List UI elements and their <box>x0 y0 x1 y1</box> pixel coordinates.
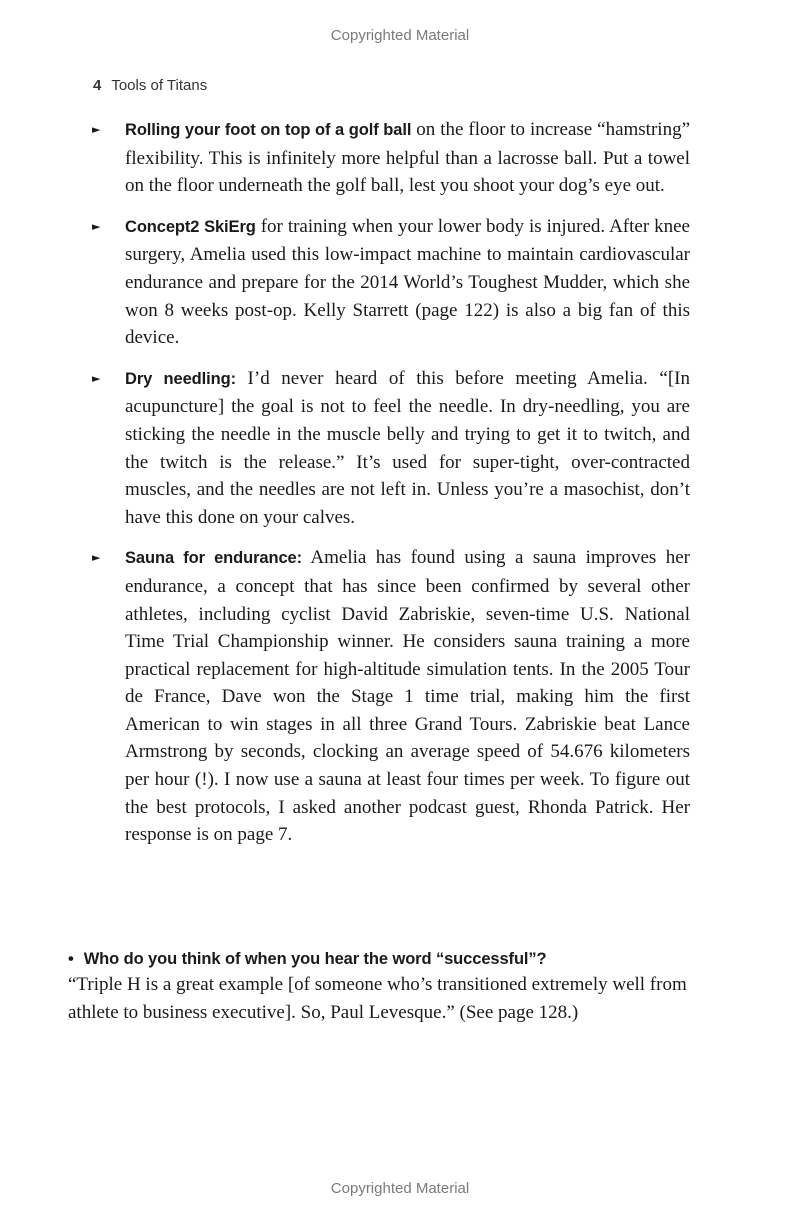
bullet-text: on the floor to increase “hamstring” flexibility. This is infinitely more helpful than a lacrosse ball. Put a towel on the floor underneath the golf ball, lest you shoot your dog’s eye out. <box>125 119 691 197</box>
question-bullet-icon: • <box>68 950 74 968</box>
copyright-watermark-top: Copyrighted Material <box>330 27 470 44</box>
book-title: Tools of Titans <box>111 77 208 94</box>
bullet-lead: Concept2 SkiErg <box>125 217 256 236</box>
arrow-bullet-icon: ► <box>92 371 101 385</box>
bullet-item-dry-needling <box>90 365 690 532</box>
bullet-text: I’d never heard of this before meeting Amelia. “[In acupuncture] the goal is not to feel the needle. In dry-needling, you are sticking the needle in the muscle belly and trying to get it to twitch, and the twitch is the release.” It’s used for super-tight, over-contracted muscles, and the needles are not left in. Unless you’re a masochist, don’t have this done on your calves. <box>125 367 690 528</box>
answer-text: “Triple H is a great example [of someone who’s transitioned extremely well from athlete to business executive]. So, Paul Levesque.” (See page 128.) <box>68 974 687 1023</box>
arrow-bullet-icon: ► <box>92 123 101 136</box>
bullet-lead: Dry needling: <box>125 369 236 388</box>
bullet-lead: Rolling your foot on top of a golf ball <box>125 121 412 139</box>
bullet-text: for training when your lower body is injured. After knee surgery, Amelia used this low-impact machine to maintain cardiovascular endurance and prepare for the 2014 World’s Toughest Mudder, which she won 8 weeks post-op. Kelly Starrett (page 122) is also a big fan of this device. <box>125 215 690 349</box>
page-number: 4 <box>93 77 102 94</box>
question-heading <box>68 950 718 969</box>
arrow-bullet-icon: ► <box>92 219 101 233</box>
running-header <box>93 77 207 94</box>
bullet-item-golf-ball <box>90 116 690 200</box>
question-text: Who do you think of when you hear the word “successful”? <box>83 950 547 968</box>
copyright-watermark-bottom: Copyrighted Material <box>330 1180 470 1197</box>
bullet-text: Amelia has found using a sauna improves her endurance, a concept that has since been confirmed by several other athletes, including cyclist David Zabriskie, seven-time U.S. National Time Trial Championship winner. He considers sauna training a more practical replacement for high-altitude simulation tents. In the 2005 Tour de France, Dave won the Stage 1 time trial, making him the first American to win stages in all three Grand Tours. Zabriskie beat Lance Armstrong by seconds, clocking an average speed of 54.676 kilometers per hour (!). I now use a sauna at least four times per week. To figure out the best protocols, I asked another podcast guest, Rhonda Patrick. Her response is on page 7. <box>125 547 690 846</box>
question-answer-block <box>68 950 718 1026</box>
bullet-list <box>90 116 690 862</box>
bullet-lead: Sauna for endurance: <box>125 549 303 568</box>
arrow-bullet-icon: ► <box>92 551 101 565</box>
bullet-item-skierg <box>90 213 690 352</box>
bullet-item-sauna <box>90 544 690 849</box>
